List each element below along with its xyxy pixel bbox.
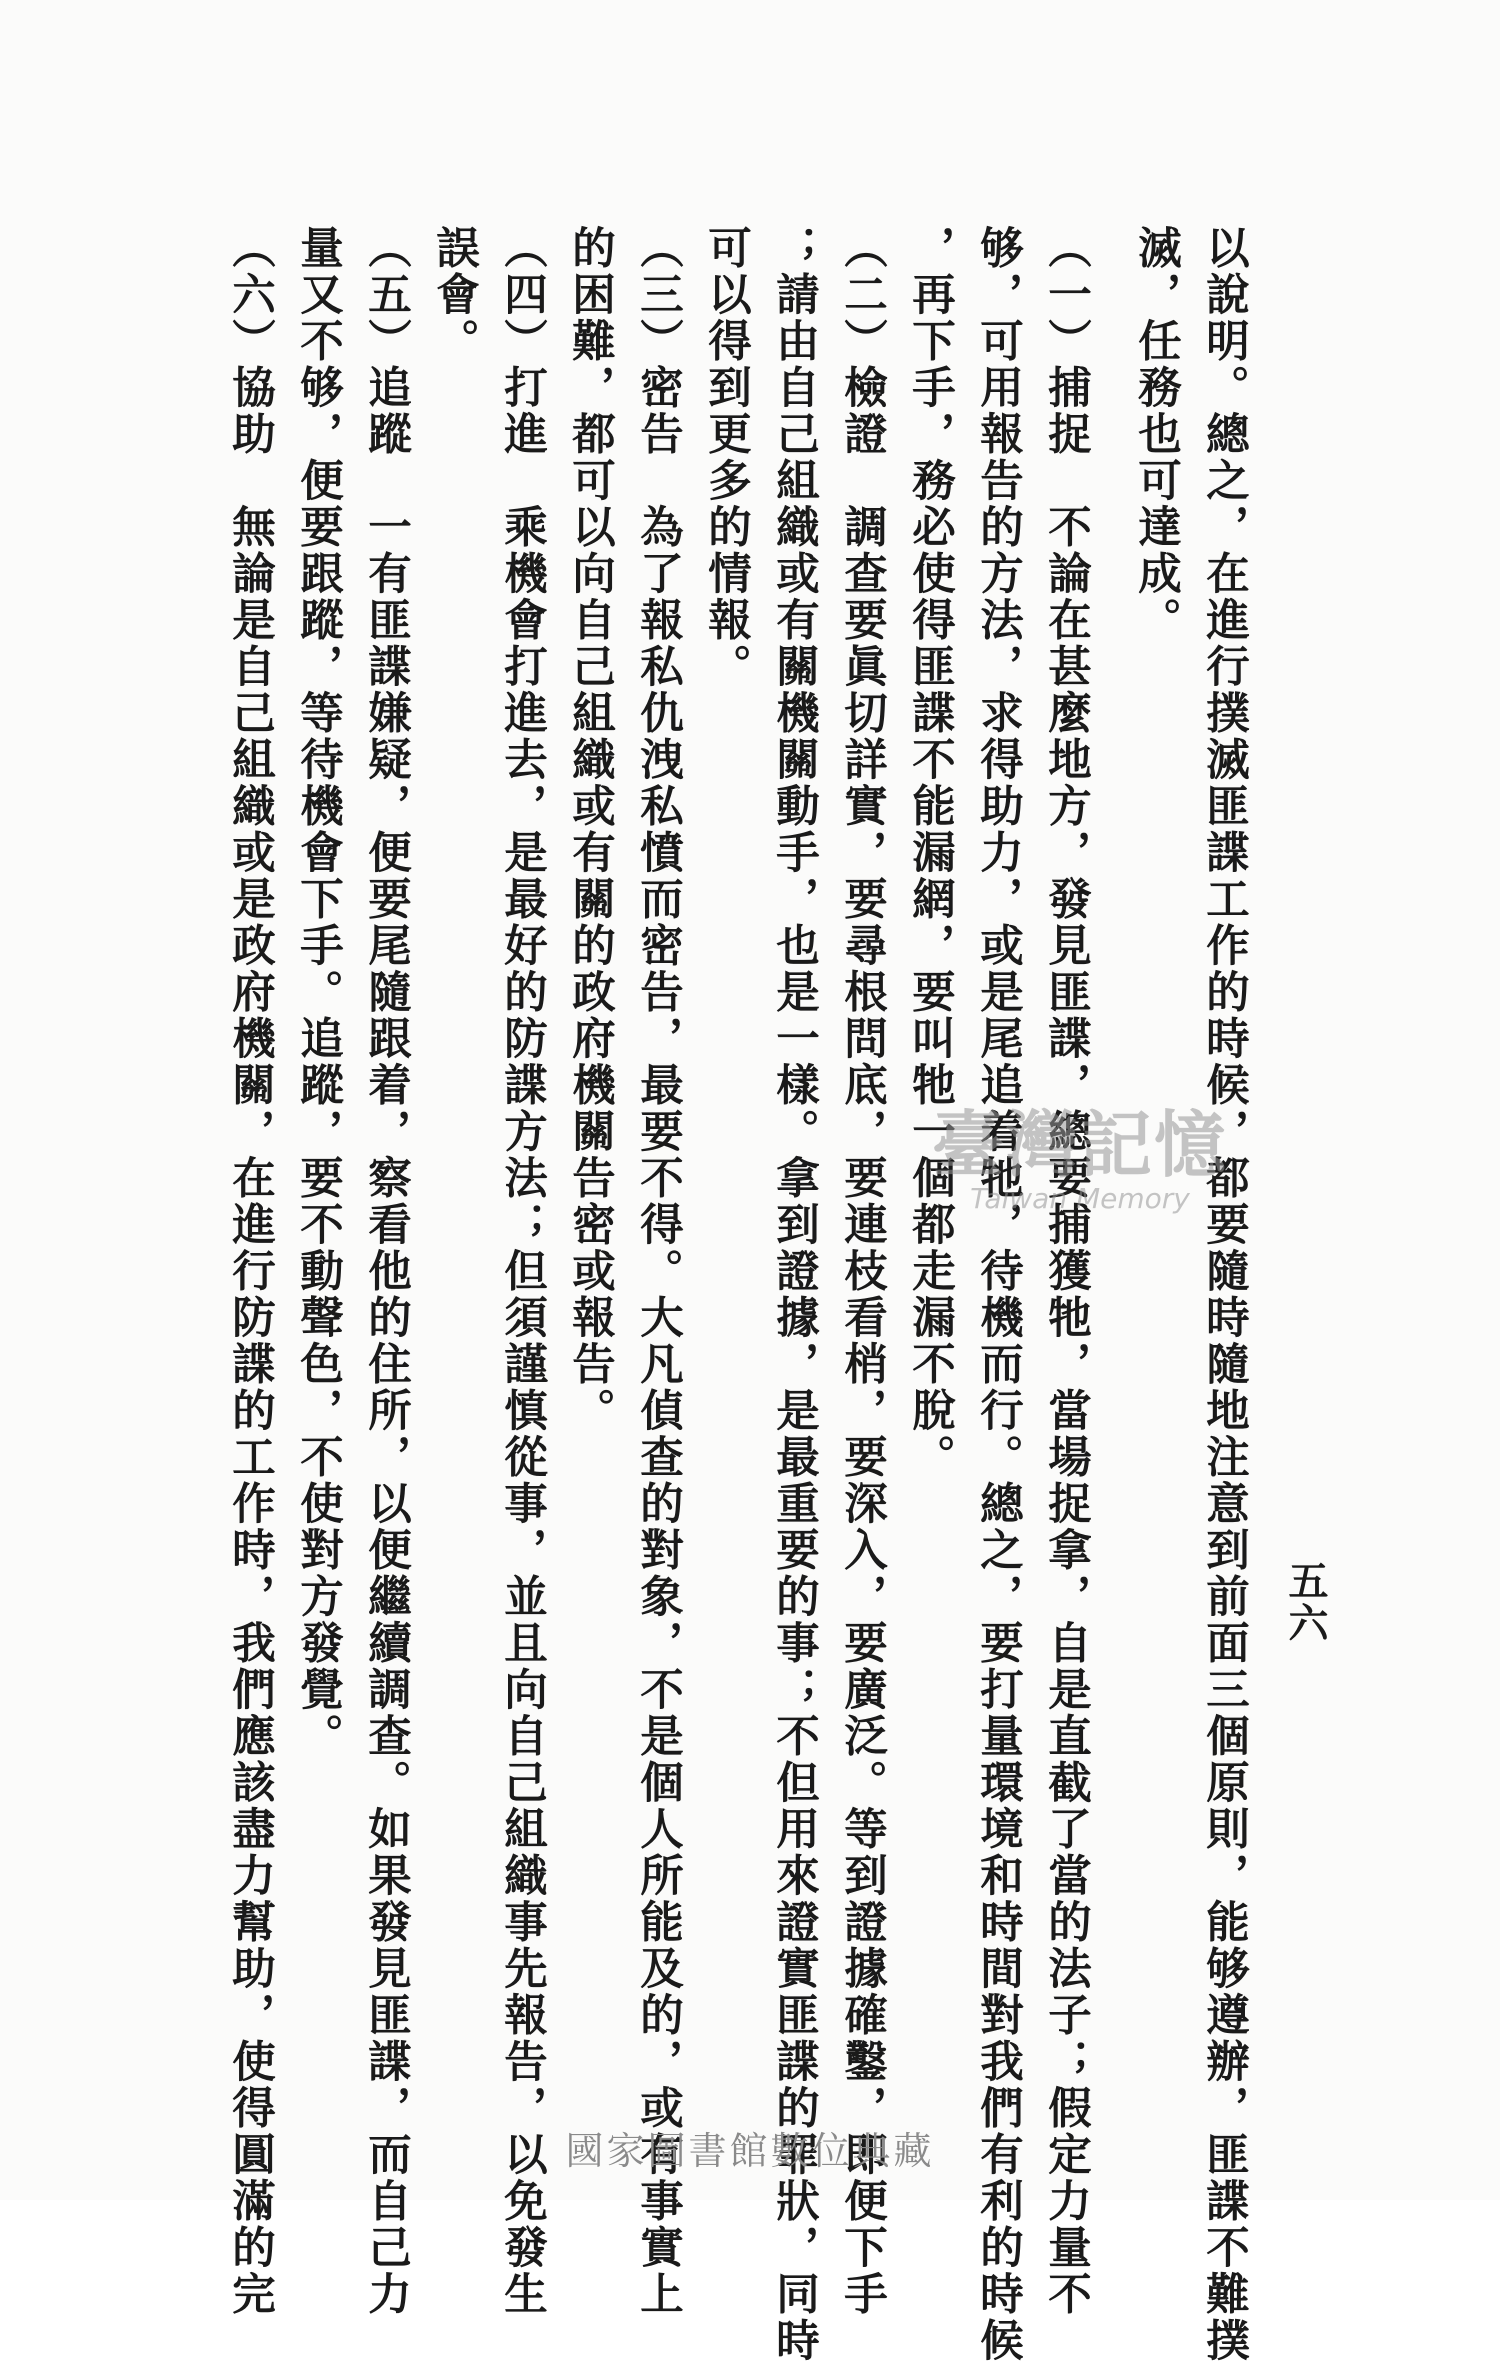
watermark-chinese: 臺灣記憶 [931,1102,1228,1187]
text-column: 滅，任務也可達成。 [1131,225,1182,644]
text-column: （六）協助 無論是自己組織或是政府機關，在進行防諜的工作時，我們應該盡力幫助，使得圓滿的完 [225,225,276,2318]
text-column: 量又不够，便要跟蹤，等待機會下手。追蹤，要不動聲色，不使對方發覺。 [293,225,344,1760]
text-column: 够，可用報告的方法，求得助力，或是尾追着牠，待機而行。總之，要打量環境和時間對我們有利的時候 [973,225,1024,2364]
taiwan-memory-watermark [930,1100,1230,1260]
page-number: 五六 [1282,1560,1329,1644]
text-column: （四）打進 乘機會打進去，是最好的防諜方法；但須謹慎從事，並且向自己組織事先報告，以免發生 [497,225,548,2318]
column-spacer [1100,225,1122,1965]
watermark-english: Taiwan Memory [970,1182,1190,1215]
library-footer: 國家圖書館數位典藏 [565,2129,935,2173]
text-column: （一）捕捉 不論在甚麼地方，發見匪諜，總要捕獲牠，當場捉拿，自是直截了當的法子；假定力量不 [1041,225,1092,2318]
text-column: 的困難，都可以向自己組織或有關的政府機關告密或報告。 [565,225,616,1434]
text-column: （二）檢證 調查要眞切詳實，要尋根問底，要連枝看梢，要深入，要廣泛。等到證據確鑿，即便下手 [837,225,888,2318]
text-column: 可以得到更多的情報。 [701,225,752,690]
text-column: ；請由自己組織或有關機關動手，也是一樣。拿到證據，是最重要的事；不但用來證實匪諜的罪狀，同時 [769,225,820,2364]
text-column: 誤會。 [429,225,480,365]
text-column: ，再下手，務必使得匪諜不能漏網，要叫牠一個都走漏不脫。 [905,225,956,1481]
text-column: （五）追蹤 一有匪諜嫌疑，便要尾隨跟着，察看他的住所，以便繼續調查。如果發見匪諜，而自己力 [361,225,412,2318]
text-column: （三）密告 為了報私仇洩私憤而密告，最要不得。大凡偵查的對象，不是個人所能及的，或有事實上 [633,225,684,2318]
text-column: 以說明。總之，在進行撲滅匪諜工作的時候，都要隨時隨地注意到前面三個原則，能够遵辦，匪諜不難撲 [1199,225,1250,2364]
